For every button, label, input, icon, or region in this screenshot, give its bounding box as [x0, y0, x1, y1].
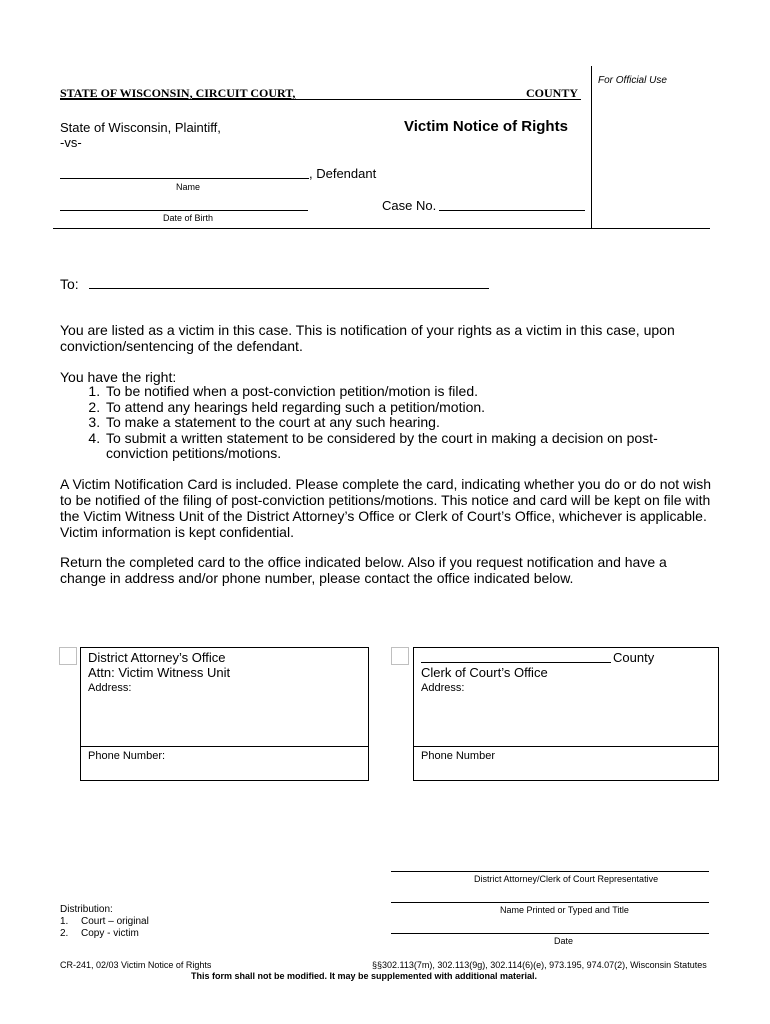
to-label: To:: [60, 276, 79, 292]
defendant-label: , Defendant: [309, 166, 377, 181]
representative-signature-field[interactable]: [391, 871, 709, 872]
case-no-label: Case No.: [382, 198, 437, 213]
right-item: 3. To make a statement to the court at any such hearing.: [104, 415, 710, 431]
caption-bottom-rule: [53, 228, 710, 229]
clerk-county-label: County: [613, 650, 655, 665]
rights-heading: You have the right:: [60, 369, 177, 385]
clerk-phone-label: Phone Number: [421, 750, 495, 762]
dob-field[interactable]: [60, 210, 308, 211]
da-office-box: [80, 647, 369, 781]
clerk-address-label: Address:: [421, 682, 465, 694]
da-attn-label: Attn: Victim Witness Unit: [88, 665, 231, 680]
clerk-county-field[interactable]: [421, 662, 611, 663]
distribution-item: Copy - victim: [81, 928, 139, 939]
date-field[interactable]: [391, 933, 709, 934]
da-office-title: District Attorney’s Office: [88, 650, 226, 665]
name-title-field[interactable]: [391, 902, 709, 903]
form-id: CR-241, 02/03 Victim Notice of Rights: [60, 960, 212, 970]
right-item: 2. To attend any hearings held regarding such a petition/motion.: [104, 400, 710, 416]
official-use-label: For Official Use: [598, 75, 667, 86]
name-title-caption: Name Printed or Typed and Title: [500, 905, 629, 915]
court-heading: STATE OF WISCONSIN, CIRCUIT COURT,: [60, 86, 296, 100]
da-address-label: Address:: [88, 682, 132, 694]
page-title: Victim Notice of Rights: [404, 118, 568, 135]
clerk-office-title: Clerk of Court’s Office: [421, 665, 548, 680]
name-caption: Name: [176, 182, 201, 192]
representative-caption: District Attorney/Clerk of Court Representative: [474, 874, 659, 884]
clerk-checkbox[interactable]: [391, 647, 409, 665]
distribution-item: Court – original: [81, 916, 149, 927]
card-paragraph: A Victim Notification Card is included. Please complete the card, indicating whether you do or do not wish to be notified of the filing of post-conviction petitions/motions. This notice and card will be kept on file with the Victim Witness Unit of the District Attorney’s Office or Clerk of Court’s Office, whichever is applicable. Victim information is kept confidential.: [60, 476, 712, 540]
vs-label: -vs-: [60, 135, 82, 150]
da-checkbox[interactable]: [59, 647, 77, 665]
distribution-heading: Distribution:: [60, 904, 113, 915]
statutes-citation: §§302.113(7m), 302.113(9g), 302.114(6)(e), 973.195, 974.07(2), Wisconsin Statutes: [372, 960, 707, 970]
da-phone-divider: [81, 746, 368, 747]
case-no-field[interactable]: [439, 210, 585, 211]
right-item: 1. To be notified when a post-conviction petition/motion is filed.: [104, 384, 710, 400]
clerk-phone-divider: [414, 746, 718, 747]
date-caption: Date: [554, 936, 574, 946]
header-rule: [60, 99, 581, 100]
county-heading: COUNTY: [526, 86, 579, 100]
to-field[interactable]: [89, 288, 489, 289]
da-phone-label: Phone Number:: [88, 750, 166, 762]
distribution-num: 1.: [60, 916, 69, 927]
defendant-name-field[interactable]: [60, 178, 309, 179]
clerk-office-box: [413, 647, 719, 781]
intro-paragraph: You are listed as a victim in this case. This is notification of your rights as a victim in this case, upon conviction/sentencing of the defendant.: [60, 322, 675, 354]
plaintiff-label: State of Wisconsin, Plaintiff,: [60, 120, 221, 135]
official-use-divider: [591, 66, 592, 229]
rights-list: [60, 384, 710, 462]
right-item: 4. To submit a written statement to be considered by the court in making a decision on post-conviction petitions/motions.: [104, 431, 710, 462]
return-paragraph: Return the completed card to the office indicated below. Also if you request notification and have a change in address and/or phone number, please contact the office indicated below.: [60, 554, 667, 586]
dob-caption: Date of Birth: [163, 213, 214, 223]
modification-notice: This form shall not be modified. It may be supplemented with additional material.: [191, 971, 538, 981]
distribution-num: 2.: [60, 928, 69, 939]
